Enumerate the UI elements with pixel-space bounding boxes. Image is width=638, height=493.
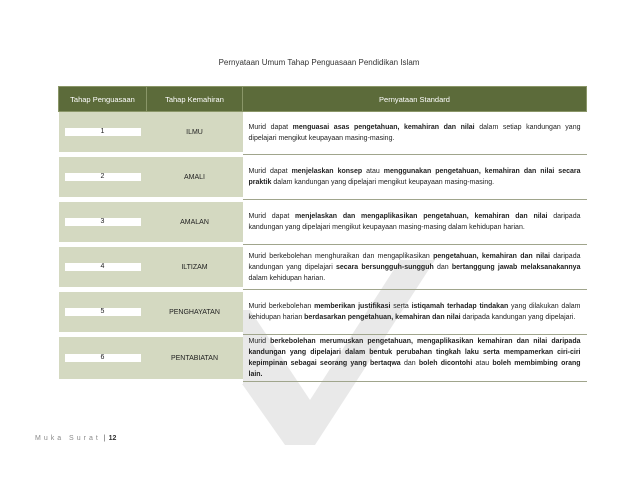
statement-bold-text: menjelaskan konsep (291, 168, 363, 175)
standard-statement (243, 335, 587, 382)
statement-bold-text: menguasai asas pengetahuan, kemahiran dan nilai (292, 124, 475, 131)
level-number: 3 (65, 218, 141, 226)
table-row (59, 245, 587, 290)
statement-bold-text: berdasarkan pengetahuan, kemahiran dan nilai (304, 314, 461, 321)
skill-name: PENTABIATAN (147, 335, 243, 382)
level-cell (59, 245, 147, 290)
header-pernyataan-standard: Pernyataan Standard (243, 87, 587, 112)
statement-bold-text: menggunakan pengetahuan, kemahiran dan nilai secara praktik (248, 168, 581, 186)
statement-text: dalam setiap kandungan yang dipelajari mengikut keupayaan masing-masing. (248, 124, 581, 142)
statement-bold-text: istiqamah terhadap tindakan (411, 303, 509, 310)
level-cell (59, 112, 147, 155)
skill-name: AMALI (147, 155, 243, 200)
statement-bold-text: boleh dicontohi (418, 360, 473, 367)
skill-name: ILTIZAM (147, 245, 243, 290)
footer-separator: | (103, 435, 106, 442)
level-number: 4 (65, 263, 141, 271)
statement-bold-text: menjelaskan dan mengaplikasikan pengetahuan, kemahiran dan nilai (295, 213, 548, 220)
level-cell (59, 290, 147, 335)
statement-text: Murid berkebolehan (248, 303, 315, 310)
statement-text: atau (472, 360, 493, 367)
level-cell (59, 335, 147, 382)
level-number: 2 (65, 173, 141, 181)
level-number: 1 (65, 128, 141, 136)
header-tahap-penguasaan: Tahap Penguasaan (59, 87, 147, 112)
statement-text: Murid dapat (248, 213, 296, 220)
page-number: 12 (108, 435, 117, 442)
statement-text: daripada kandungan yang dipelajari. (460, 314, 576, 321)
table-row (59, 200, 587, 245)
standard-statement (243, 112, 587, 155)
standard-statement (243, 155, 587, 200)
skill-name: ILMU (147, 112, 243, 155)
statement-bold-text: pengetahuan, kemahiran dan nilai (433, 252, 550, 260)
statement-text: dan (400, 360, 419, 367)
statement-text: serta (390, 303, 412, 310)
standards-table (58, 86, 587, 384)
statement-text: yang dilakukan dalam kehidupan harian (248, 303, 581, 321)
level-cell (59, 155, 147, 200)
statement-text: daripada kandungan yang dipelajari mengikut keupayaan masing-masing dalam kehidupan harian. (248, 213, 581, 231)
table-row (59, 335, 587, 382)
statement-text: dalam kandungan yang dipelajari mengikut keupayaan masing-masing. (271, 179, 495, 186)
level-cell (59, 200, 147, 245)
table-row (59, 290, 587, 335)
standard-statement (243, 290, 587, 335)
level-number: 6 (65, 354, 141, 362)
statement-text: dan (433, 263, 452, 271)
table-row (59, 112, 587, 155)
statement-bold-text: secara bersungguh-sungguh (336, 263, 434, 271)
level-number: 5 (65, 308, 141, 316)
statement-text: dalam kehidupan harian. (248, 274, 326, 282)
standard-statement (243, 200, 587, 245)
table-row (59, 155, 587, 200)
statement-bold-text: memberikan justifikasi (314, 303, 391, 310)
standard-statement (243, 245, 587, 290)
skill-name: PENGHAYATAN (147, 290, 243, 335)
header-tahap-kemahiran: Tahap Kemahiran (147, 87, 243, 112)
statement-text: daripada kandungan yang dipelajari (248, 252, 581, 271)
statement-bold-text: boleh membimbing orang lain. (248, 360, 581, 378)
page-title: Pernyataan Umum Tahap Penguasaan Pendidikan Islam (218, 58, 420, 67)
statement-bold-text: berkebolehan merumuskan pengetahuan, mengaplikasikan kemahiran dan nilai daripada kandungan yang dipelajari dalam bentuk perubahan tingkah laku serta mempamerkan ciri-ciri kepimpinan sebagai seorang yang bertaqwa (248, 338, 581, 367)
table-header-row (59, 87, 587, 112)
statement-text: Murid berkebolehan menghuraikan dan mengaplikasikan (248, 252, 434, 260)
statement-text: Murid (248, 338, 271, 345)
skill-name: AMALAN (147, 200, 243, 245)
statement-text: Murid dapat (248, 124, 293, 131)
footer-label: Muka Surat (35, 435, 101, 442)
statement-text: atau (362, 168, 384, 175)
statement-bold-text: bertanggung jawab melaksanakannya (451, 263, 581, 271)
page-footer (35, 435, 116, 442)
statement-text: Murid dapat (248, 168, 292, 175)
